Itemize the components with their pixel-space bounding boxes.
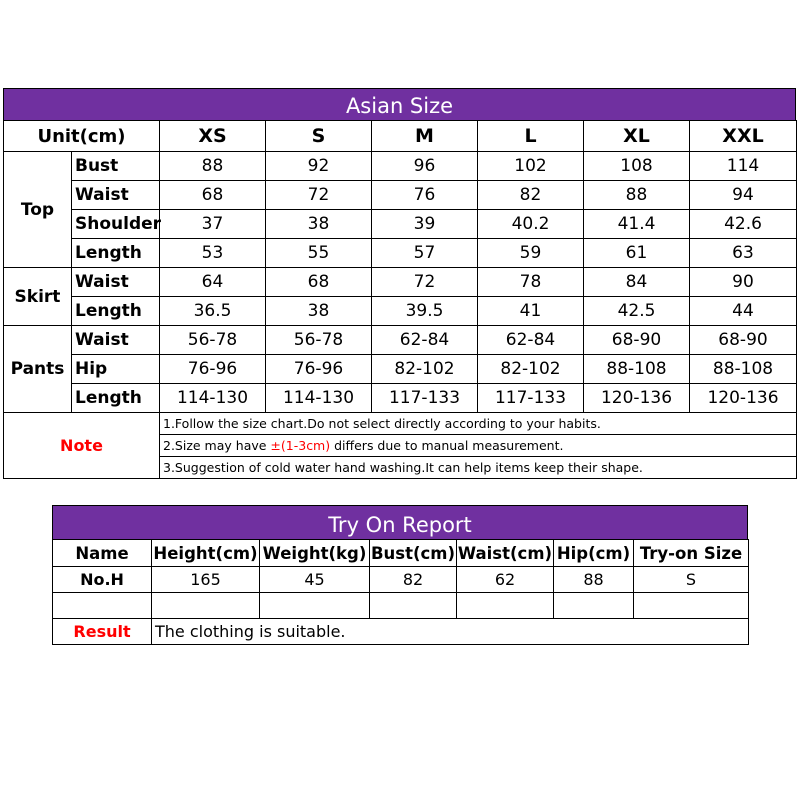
cell: 68	[160, 181, 266, 210]
cell	[53, 593, 152, 619]
size-header-xxl: XXL	[690, 121, 797, 152]
cell: 117-133	[372, 384, 478, 413]
cell: 42.5	[584, 297, 690, 326]
cell: 45	[260, 567, 370, 593]
cell: 63	[690, 239, 797, 268]
cell: 88	[554, 567, 634, 593]
cell: 68	[266, 268, 372, 297]
result-text: The clothing is suitable.	[152, 619, 749, 645]
column-header: Bust(cm)	[370, 540, 457, 567]
column-header: Name	[53, 540, 152, 567]
cell: S	[634, 567, 749, 593]
note-line-3: 3.Suggestion of cold water hand washing.It can help items keep their shape.	[160, 457, 797, 479]
size-header-xs: XS	[160, 121, 266, 152]
cell: 62-84	[478, 326, 584, 355]
cell: 82-102	[372, 355, 478, 384]
size-grid	[3, 120, 797, 479]
cell: 84	[584, 268, 690, 297]
group-label-skirt: Skirt	[4, 268, 72, 326]
cell: No.H	[53, 567, 152, 593]
cell: 82	[478, 181, 584, 210]
size-header-l: L	[478, 121, 584, 152]
cell: 114-130	[266, 384, 372, 413]
cell: 56-78	[266, 326, 372, 355]
measure-label: Waist	[72, 181, 160, 210]
cell: 165	[152, 567, 260, 593]
cell: 90	[690, 268, 797, 297]
column-header: Weight(kg)	[260, 540, 370, 567]
measure-label: Waist	[72, 268, 160, 297]
group-label-top: Top	[4, 152, 72, 268]
measure-label: Length	[72, 297, 160, 326]
table-row	[4, 326, 797, 355]
cell: 38	[266, 297, 372, 326]
table-row	[4, 384, 797, 413]
note-row	[4, 413, 797, 435]
cell	[152, 593, 260, 619]
try-on-report-table	[52, 505, 748, 645]
cell	[260, 593, 370, 619]
cell: 64	[160, 268, 266, 297]
measure-label: Length	[72, 384, 160, 413]
column-header: Hip(cm)	[554, 540, 634, 567]
cell: 55	[266, 239, 372, 268]
measure-label: Hip	[72, 355, 160, 384]
table-row	[4, 297, 797, 326]
cell: 68-90	[690, 326, 797, 355]
cell: 57	[372, 239, 478, 268]
cell: 59	[478, 239, 584, 268]
cell: 62	[457, 567, 554, 593]
cell: 82-102	[478, 355, 584, 384]
cell: 76-96	[160, 355, 266, 384]
measure-label: Waist	[72, 326, 160, 355]
cell: 42.6	[690, 210, 797, 239]
size-header-m: M	[372, 121, 478, 152]
table-row	[4, 268, 797, 297]
cell: 61	[584, 239, 690, 268]
unit-label: Unit(cm)	[4, 121, 160, 152]
cell: 68-90	[584, 326, 690, 355]
cell: 76	[372, 181, 478, 210]
cell: 82	[370, 567, 457, 593]
cell: 120-136	[584, 384, 690, 413]
cell: 96	[372, 152, 478, 181]
cell: 41	[478, 297, 584, 326]
cell	[634, 593, 749, 619]
size-header-s: S	[266, 121, 372, 152]
cell: 44	[690, 297, 797, 326]
cell: 41.4	[584, 210, 690, 239]
try-on-report-title: Try On Report	[52, 505, 748, 539]
cell: 40.2	[478, 210, 584, 239]
table-row	[4, 181, 797, 210]
cell: 39	[372, 210, 478, 239]
table-row	[53, 593, 749, 619]
cell: 120-136	[690, 384, 797, 413]
cell: 62-84	[372, 326, 478, 355]
cell: 38	[266, 210, 372, 239]
result-label: Result	[53, 619, 152, 645]
note-line-1: 1.Follow the size chart.Do not select directly according to your habits.	[160, 413, 797, 435]
cell: 88-108	[584, 355, 690, 384]
measure-label: Length	[72, 239, 160, 268]
cell: 76-96	[266, 355, 372, 384]
note-label: Note	[4, 413, 160, 479]
note-line-2	[160, 435, 797, 457]
cell: 88	[160, 152, 266, 181]
measure-label: Shoulder	[72, 210, 160, 239]
table-row	[4, 355, 797, 384]
result-row	[53, 619, 749, 645]
cell: 72	[266, 181, 372, 210]
note-line-2-before: 2.Size may have	[163, 438, 271, 453]
try-on-header-row	[53, 540, 749, 567]
cell: 39.5	[372, 297, 478, 326]
cell	[370, 593, 457, 619]
cell	[457, 593, 554, 619]
cell: 36.5	[160, 297, 266, 326]
cell	[554, 593, 634, 619]
group-label-pants: Pants	[4, 326, 72, 413]
cell: 88	[584, 181, 690, 210]
column-header: Waist(cm)	[457, 540, 554, 567]
table-row	[4, 152, 797, 181]
cell: 108	[584, 152, 690, 181]
table-row	[53, 567, 749, 593]
cell: 92	[266, 152, 372, 181]
table-row	[4, 210, 797, 239]
cell: 102	[478, 152, 584, 181]
size-header-row	[4, 121, 797, 152]
note-line-2-highlight: ±(1-3cm)	[270, 438, 331, 453]
cell: 78	[478, 268, 584, 297]
cell: 56-78	[160, 326, 266, 355]
column-header: Try-on Size	[634, 540, 749, 567]
size-header-xl: XL	[584, 121, 690, 152]
cell: 117-133	[478, 384, 584, 413]
cell: 88-108	[690, 355, 797, 384]
cell: 72	[372, 268, 478, 297]
try-on-grid	[52, 539, 749, 645]
note-line-2-after: differs due to manual measurement.	[330, 438, 564, 453]
cell: 114-130	[160, 384, 266, 413]
asian-size-title: Asian Size	[3, 88, 796, 120]
cell: 37	[160, 210, 266, 239]
table-row	[4, 239, 797, 268]
cell: 53	[160, 239, 266, 268]
cell: 114	[690, 152, 797, 181]
asian-size-table	[3, 88, 796, 479]
column-header: Height(cm)	[152, 540, 260, 567]
measure-label: Bust	[72, 152, 160, 181]
cell: 94	[690, 181, 797, 210]
